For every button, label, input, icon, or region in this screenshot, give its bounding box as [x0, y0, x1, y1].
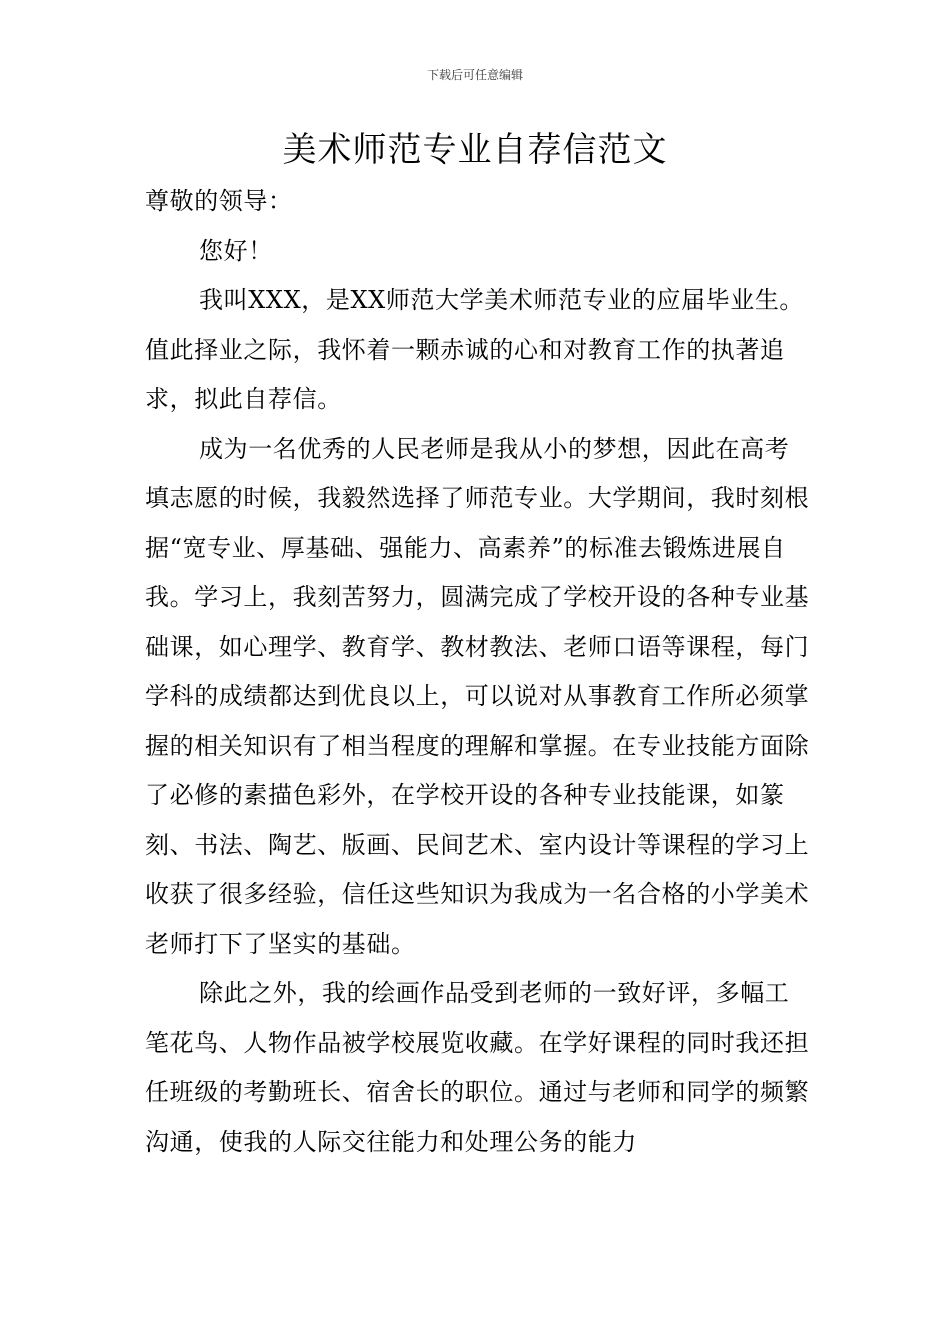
paragraph-activities: 除此之外，我的绘画作品受到老师的一致好评，多幅工笔花鸟、人物作品被学校展览收藏。在学好课程的同时我还担任班级的考勤班长、宿舍长的职位。通过与老师和同学的频繁沟通，使我的人际交往能力和处理公务的能力 [145, 979, 810, 1156]
header-note: 下载后可任意编辑 [426, 68, 523, 82]
document-title: 美术师范专业自荐信范文 [282, 130, 668, 170]
paragraph-intro: 我叫XXX，是XX师范大学美术师范专业的应届毕业生。值此择业之际，我怀着一颗赤诚的心和对教育工作的执著追求，拟此自荐信。 [145, 286, 805, 413]
greeting: 您好！ [199, 236, 273, 265]
paragraph-study: 成为一名优秀的人民老师是我从小的梦想，因此在高考填志愿的时候，我毅然选择了师范专业。大学期间，我时刻根据“宽专业、厚基础、强能力、高素养”的标准去锻炼进展自我。学习上，我刻苦努力，圆满完成了学校开设的各种专业基础课，如心理学、教育学、教材教法、老师口语等课程，每门学科的成绩都达到优良以上，可以说对从事教育工作所必须掌握的相关知识有了相当程度的理解和掌握。在专业技能方面除了必修的素描色彩外，在学校开设的各种专业技能课，如篆刻、书法、陶艺、版画、民间艺术、室内设计等课程的学习上收获了很多经验，信任这些知识为我成为一名合格的小学美术老师打下了坚实的基础。 [145, 434, 810, 958]
letter-body [145, 177, 810, 1167]
salutation: 尊敬的领导： [145, 187, 293, 215]
